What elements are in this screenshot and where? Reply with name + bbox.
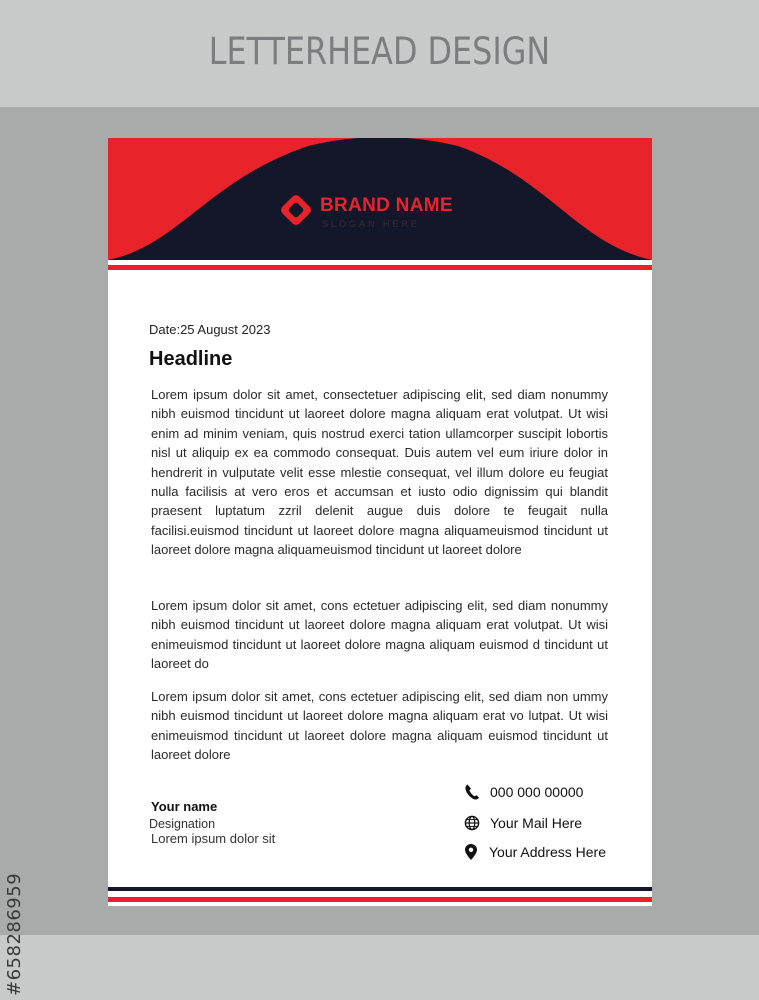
footer-navy-stripe	[108, 887, 652, 891]
contact-address-text: Your Address Here	[489, 844, 606, 860]
contact-phone-text: 000 000 00000	[490, 784, 584, 800]
globe-icon	[464, 814, 480, 832]
location-pin-icon	[463, 843, 479, 861]
brand-logo	[278, 192, 498, 232]
letter-paragraph-1: Lorem ipsum dolor sit amet, consectetuer adipiscing elit, sed diam nonummy nibh euismod tincidunt ut laoreet dolore magna aliquam erat volutpat. Ut wisi enim ad minim veniam, quis nostrud exerci tation ullamcorper suscipit lobortis nisl ut aliquip ex ea commodo consequat. Duis autem vel eum iriure dolor in hendrerit in vulputate velit esse mlestie consequat, vel illum dolore eu feugiat nulla facilisis at vero eros et accumsan et iusto odio dignissim qui blandit praesent luptatum zzril delenit augue duis dolore te feugait nulla facilisi.euismod tincidunt ut laoreet dolore magna aliquameuismod tincidunt ut laoreet dolore magna aliquameuismod tincidunt ut laoreet dolore	[151, 387, 608, 558]
brand-diamond-icon	[278, 192, 314, 228]
brand-slogan: SLOGAN HERE	[322, 219, 421, 229]
bottom-band	[0, 935, 759, 1000]
letter-date: Date:25 August 2023	[149, 322, 271, 337]
signature-name: Your name	[151, 799, 218, 814]
phone-icon	[464, 783, 480, 801]
footer-stripes	[108, 884, 652, 906]
signature-text: Lorem ipsum dolor sit	[151, 831, 276, 846]
letter-headline: Headline	[149, 348, 233, 370]
stock-id: #658286959	[4, 872, 25, 996]
page-title: LETTERHEAD DESIGN	[208, 30, 551, 73]
footer-red-stripe	[108, 897, 652, 902]
header-red-stripe	[108, 265, 652, 270]
letter-paragraph-3: Lorem ipsum dolor sit amet, cons ectetuer adipiscing elit, sed diam non ummy nibh euismod tincidunt ut laoreet dolore magna aliquam erat vo lutpat. Ut wisi enimeuismod tincidunt ut laoreet dolore magna aliquam euismod tincidunt ut laoreet dolore	[151, 689, 608, 763]
contact-mail-text: Your Mail Here	[490, 815, 583, 831]
letter-paragraph-2: Lorem ipsum dolor sit amet, cons ectetuer adipiscing elit, sed diam nonummy nibh euismod tincidunt ut laoreet dolore magna aliquam erat volutpat. Ut wisi enimeuismod tincidunt ut laoreet dolore magna aliquam euismod d tincidunt ut laoreet do	[151, 598, 608, 672]
header-white-gap	[108, 260, 652, 265]
signature-designation: Designation	[149, 817, 216, 831]
contact-address	[463, 841, 606, 863]
letterhead-sheet	[108, 138, 652, 906]
contact-phone	[464, 781, 583, 803]
contact-mail	[464, 812, 582, 834]
brand-name: BRAND NAME	[320, 195, 453, 216]
